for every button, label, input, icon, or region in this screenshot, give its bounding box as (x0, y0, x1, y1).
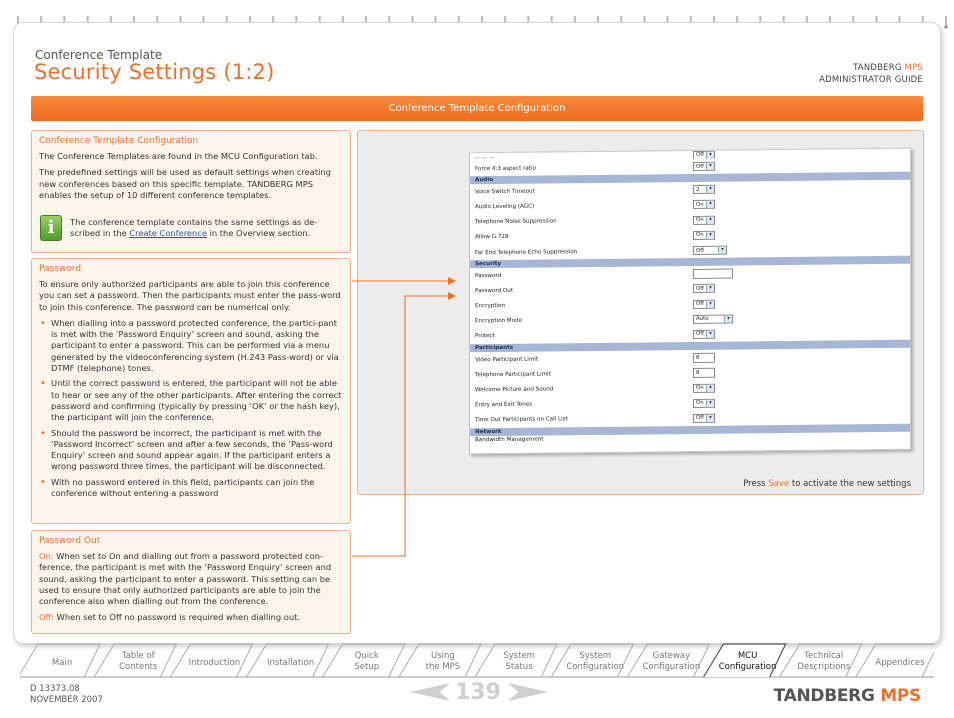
next-page-arrow[interactable] (508, 683, 548, 701)
brand-logo (774, 686, 921, 706)
create-conference-link[interactable]: Create Conference (129, 228, 207, 239)
settings-form-screenshot (469, 148, 911, 455)
panel-intro-heading: Conference Template Configuration (39, 136, 199, 146)
doc-date: NOVEMBER 2007 (30, 695, 103, 705)
doc-id: D 13373.08 (30, 684, 80, 694)
chevron-down-icon: ▾ (706, 151, 714, 158)
form-section-header: Security (470, 256, 910, 269)
nav-tab-label: Appendices (875, 658, 925, 668)
brand-name: TANDBERG (853, 63, 902, 73)
nav-tab[interactable] (176, 658, 252, 669)
save-note-post: to activate the new settings (789, 479, 911, 489)
nav-tab-label: Descriptions (797, 662, 851, 672)
form-row-label: Allow G.728 (475, 234, 509, 241)
doc-info (30, 684, 103, 706)
nav-tab[interactable] (710, 651, 786, 673)
brand-mps: MPS (904, 63, 923, 73)
form-select[interactable] (693, 330, 715, 339)
form-select-value: Off (696, 163, 704, 170)
form-row-label: Telephone Participant Limit (475, 371, 551, 379)
nav-tab-label: Status (505, 662, 533, 672)
form-select[interactable] (693, 398, 715, 407)
brand-guide: ADMINISTRATOR GUIDE (819, 75, 923, 85)
form-select[interactable] (693, 284, 715, 293)
form-select-value: 2 (696, 186, 700, 193)
form-select-value: On (696, 384, 704, 391)
section-subtitle: Conference Template (35, 48, 163, 62)
config-bar: Conference Template Configuration (31, 96, 923, 121)
form-select-value: On (696, 201, 704, 208)
form-row-label: Telephone Noise Suppression (475, 218, 557, 226)
nav-tab[interactable] (862, 658, 938, 669)
brand-header (819, 62, 923, 86)
form-row-label: Voice Switch Timeout (475, 188, 535, 196)
bullet-item: • When dialling into a password protected conference, the partici-pant is met with the ‘Password Enquiry’ screen and sound, asking the participant to enter a password. This can be performed via a menu generated by the videoconferencing system (H.243 Pass-word) or via DTMF (telephone) tones. (39, 318, 343, 374)
form-row-label: Time Out Participants on Call List (475, 416, 568, 424)
form-section-header: Participants (470, 340, 910, 353)
nav-tab[interactable] (633, 651, 709, 673)
form-select[interactable] (693, 246, 727, 255)
password-out-off-text (39, 612, 343, 623)
connector-lines (350, 275, 460, 565)
nav-tab-label: Configuration (718, 662, 777, 672)
password-bullets (39, 318, 343, 499)
nav-tab-label: Setup (354, 662, 380, 672)
form-input[interactable]: 8 (693, 368, 715, 378)
form-select[interactable] (693, 383, 715, 392)
form-select[interactable] (693, 215, 715, 224)
form-select-value: Off (696, 151, 704, 158)
nav-tab-label: Using (431, 651, 455, 661)
form-select[interactable] (693, 231, 715, 240)
form-input[interactable] (693, 268, 733, 278)
form-row-label: Bandwidth Management (475, 436, 544, 444)
nav-tab-label: MCU (737, 651, 758, 661)
password-out-on-text (39, 551, 343, 607)
form-row-label: Entry and Exit Tones (475, 401, 533, 409)
chevron-down-icon: ▾ (706, 415, 714, 422)
form-select-value: On (696, 400, 704, 407)
nav-tab-label: System (579, 651, 612, 661)
info-text-pre: The conference template contains the same settings as de-scribed in the (70, 216, 318, 239)
on-text: When set to On and dialling out from a password protected con-ference, the participant is met with the ‘Password Enquiry’ screen and sound, asking the participant to enter a password. This setting can be used to ensure that only authorized participants are able to join the conference also when dialling out from the conference. (39, 551, 332, 607)
footer-brand-name: TANDBERG (773, 686, 875, 706)
nav-tab[interactable] (481, 651, 557, 673)
form-select[interactable] (693, 162, 715, 171)
footer-brand-mps: MPS (880, 686, 921, 706)
nav-tab[interactable] (24, 658, 100, 669)
nav-tab-label: Table of (121, 651, 155, 661)
binder-hole (944, 25, 947, 28)
chevron-down-icon: ▾ (706, 331, 714, 338)
panel-password (31, 258, 351, 524)
form-row-label: Password Out (475, 287, 514, 295)
form-row-label: ... ... ... (475, 154, 495, 161)
form-select-value: Off (696, 300, 704, 308)
form-row-label: Video Participant Limit (475, 356, 539, 363)
page-number: 139 (455, 680, 501, 705)
password-paragraph: To ensure only authorized participants are able to join this conference you can set a password. Then the participants must enter the pass-word to join this conference. The password can be numerical only. (39, 279, 341, 312)
panel-password-out-heading: Password Out (39, 536, 101, 546)
chevron-down-icon: ▾ (706, 399, 714, 406)
form-row-label: Password (475, 272, 502, 279)
form-select-value: Off (696, 415, 704, 422)
intro-paragraph-2: The predefined settings will be used as default settings when creating new conferences based on this specific template. TANDBERG MPS enables the setup of 10 different conference templates. (39, 167, 331, 200)
nav-tab-label: System (503, 651, 535, 661)
form-row-label: Protect (475, 333, 495, 340)
nav-tab[interactable] (253, 658, 329, 669)
info-text-post: in the Overview section. (206, 228, 311, 239)
nav-tab[interactable] (786, 651, 862, 673)
form-row-label: Encryption (475, 303, 506, 310)
off-label: Off: (39, 612, 55, 623)
bullet-item: • With no password entered in this field, participants can join the conference without entering a password (39, 477, 343, 500)
form-input[interactable]: 8 (693, 352, 715, 362)
nav-tab-label: Configuration (642, 662, 701, 672)
info-icon: i (40, 215, 62, 241)
nav-tab-label: Installation (267, 658, 315, 668)
form-row-label: Far End Telephone Echo Suppression (475, 248, 578, 256)
info-note (39, 215, 343, 241)
form-select-value: Auto (696, 316, 709, 323)
nav-tab-label: Technical (804, 651, 844, 661)
nav-tab[interactable] (329, 651, 405, 673)
chevron-down-icon: ▾ (718, 247, 726, 254)
form-row-label: Encryption Mode (475, 318, 523, 325)
nav-tab[interactable] (557, 651, 633, 673)
form-select-value: Off (696, 285, 704, 292)
chevron-down-icon: ▾ (706, 232, 714, 239)
off-text: When set to Off no password is required when dialling out. (54, 612, 300, 623)
page-title: Security Settings (1:2) (34, 60, 275, 84)
chevron-down-icon: ▾ (706, 285, 714, 292)
chevron-down-icon: ▾ (706, 186, 714, 193)
form-select[interactable] (693, 414, 715, 423)
panel-intro (31, 130, 351, 253)
save-word: Save (768, 479, 790, 489)
intro-paragraph-1: The Conference Templates are found in the MCU Configuration tab. (39, 151, 318, 161)
nav-tab-label: Introduction (188, 658, 241, 668)
chevron-down-icon: ▾ (706, 384, 714, 391)
binder-ring (945, 16, 947, 26)
form-select-value: Off (696, 331, 704, 338)
nav-tab[interactable] (405, 651, 481, 673)
form-section-header: Audio (470, 172, 910, 185)
bullet-item: • Should the password be incorrect, the participant is met with the ‘Password Incorrect’ screen and after a few seconds, the ‘Pass-word Enquiry’ screen and sound appear again. If the participant enters a wrong password three times, the participant will be disconnected. (39, 428, 343, 473)
form-select[interactable] (693, 314, 733, 323)
form-select-value: On (696, 232, 704, 239)
form-row-label: Welcome Picture and Sound (475, 386, 554, 394)
form-select-value: Off (696, 247, 704, 254)
chevron-down-icon: ▾ (724, 315, 732, 322)
panel-password-out (31, 530, 351, 634)
bullet-item: • Until the correct password is entered, the participant will not be able to hear or see any of the other participants. After entering the correct password and confirming (typically by pressing ‘OK’ or the hash key), the participant will join the conference. (39, 378, 343, 423)
form-select[interactable] (693, 200, 715, 209)
form-section-header: Network (470, 424, 910, 437)
chevron-down-icon: ▾ (706, 163, 714, 170)
nav-tab[interactable] (100, 651, 176, 673)
nav-tab-label: Quick (354, 651, 379, 661)
info-text (70, 217, 343, 240)
form-select[interactable] (693, 185, 715, 194)
form-select[interactable] (693, 299, 715, 308)
nav-tab-label: Main (51, 658, 73, 668)
nav-tab-label: Contents (119, 662, 158, 672)
form-row-label: Force 4:3 aspect ratio (475, 165, 536, 172)
form-row-label: Audio Leveling (AGC) (475, 203, 535, 211)
chevron-down-icon: ▾ (706, 300, 714, 307)
nav-tab-label: the MPS (425, 662, 461, 672)
save-note-pre: Press (743, 479, 769, 489)
chevron-down-icon: ▾ (706, 201, 714, 208)
save-note (743, 479, 911, 489)
chevron-down-icon: ▾ (706, 216, 714, 223)
prev-page-arrow[interactable] (410, 683, 450, 701)
form-select-value: On (696, 217, 704, 224)
nav-tab-label: Configuration (566, 662, 625, 672)
nav-tab-label: Gateway (652, 651, 691, 661)
panel-password-heading: Password (39, 264, 82, 274)
on-label: On: (39, 551, 54, 561)
